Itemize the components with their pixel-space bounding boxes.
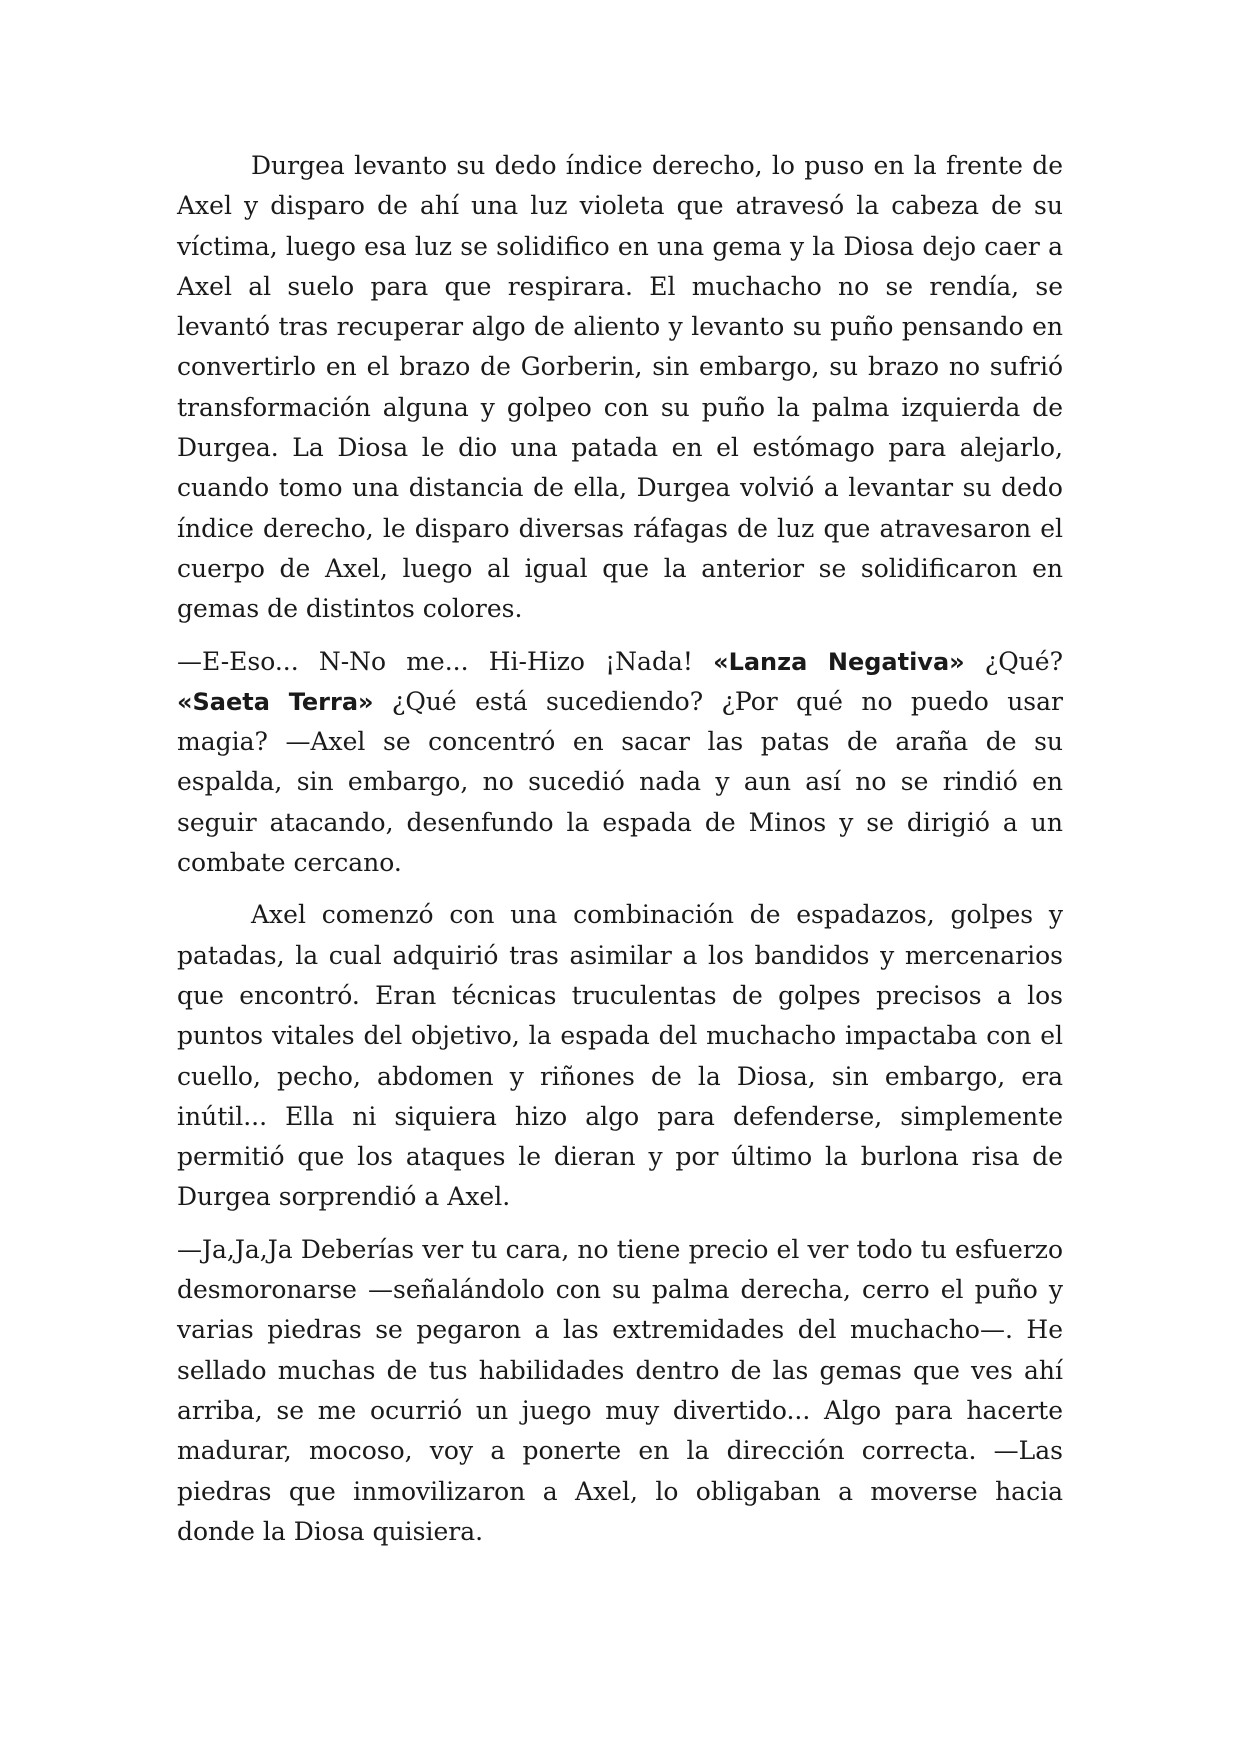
dialogue-text-2: ¿Qué? [964, 646, 1063, 676]
paragraph-3: Axel comenzó con una combinación de espadazos, golpes y patadas, la cual adquirió tras asimilar a los bandidos y mercenarios que encontró. Eran técnicas truculentas de golpes precisos a los puntos vitales del objetivo, la espada del muchacho impactaba con el cuello, pecho, abdomen y riñones de la Diosa, sin embargo, era inútil... Ella ni siquiera hizo algo para defenderse, simplemente permitió que los ataques le dieran y por último la burlona risa de Durgea sorprendió a Axel. [177, 900, 1063, 1212]
spell-name-lanza-negativa: «Lanza Negativa» [713, 647, 965, 676]
paragraph-1: Durgea levanto su dedo índice derecho, lo puso en la frente de Axel y disparo de ahí una luz violeta que atravesó la cabeza de su víctima, luego esa luz se solidifico en una gema y la Diosa dejo caer a Axel al suelo para que respirara. El muchacho no se rendía, se levantó tras recuperar algo de aliento y levanto su puño pensando en convertirlo en el brazo de Gorberin, sin embargo, su brazo no sufrió transformación alguna y golpeo con su puño la palma izquierda de Durgea. La Diosa le dio una patada en el estómago para alejarlo, cuando tomo una distancia de ella, Durgea volvió a levantar su dedo índice derecho, le disparo diversas ráfagas de luz que atravesaron el cuerpo de Axel, luego al igual que la anterior se solidificaron en gemas de distintos colores. [177, 151, 1063, 624]
paragraph-2-dialogue [177, 642, 1063, 884]
dialogue-text-3: ¿Qué está sucediendo? ¿Por qué no puedo usar magia? —Axel se concentró en sacar las patas de araña de su espalda, sin embargo, no sucedió nada y aun así no se rindió en seguir atacando, desenfundo la espada de Minos y se dirigió a un combate cercano. [177, 686, 1063, 878]
spell-name-saeta-terra: «Saeta Terra» [177, 687, 374, 716]
dialogue-text-1: —E-Eso... N-No me... Hi-Hizo ¡Nada! [177, 646, 714, 676]
book-page [177, 146, 1063, 1552]
paragraph-4-dialogue: —Ja,Ja,Ja Deberías ver tu cara, no tiene precio el ver todo tu esfuerzo desmoronarse —señalándolo con su palma derecha, cerro el puño y varias piedras se pegaron a las extremidades del muchacho—. He sellado muchas de tus habilidades dentro de las gemas que ves ahí arriba, se me ocurrió un juego muy divertido... Algo para hacerte madurar, mocoso, voy a ponerte en la dirección correcta. —Las piedras que inmovilizaron a Axel, lo obligaban a moverse hacia donde la Diosa quisiera. [177, 1234, 1063, 1546]
